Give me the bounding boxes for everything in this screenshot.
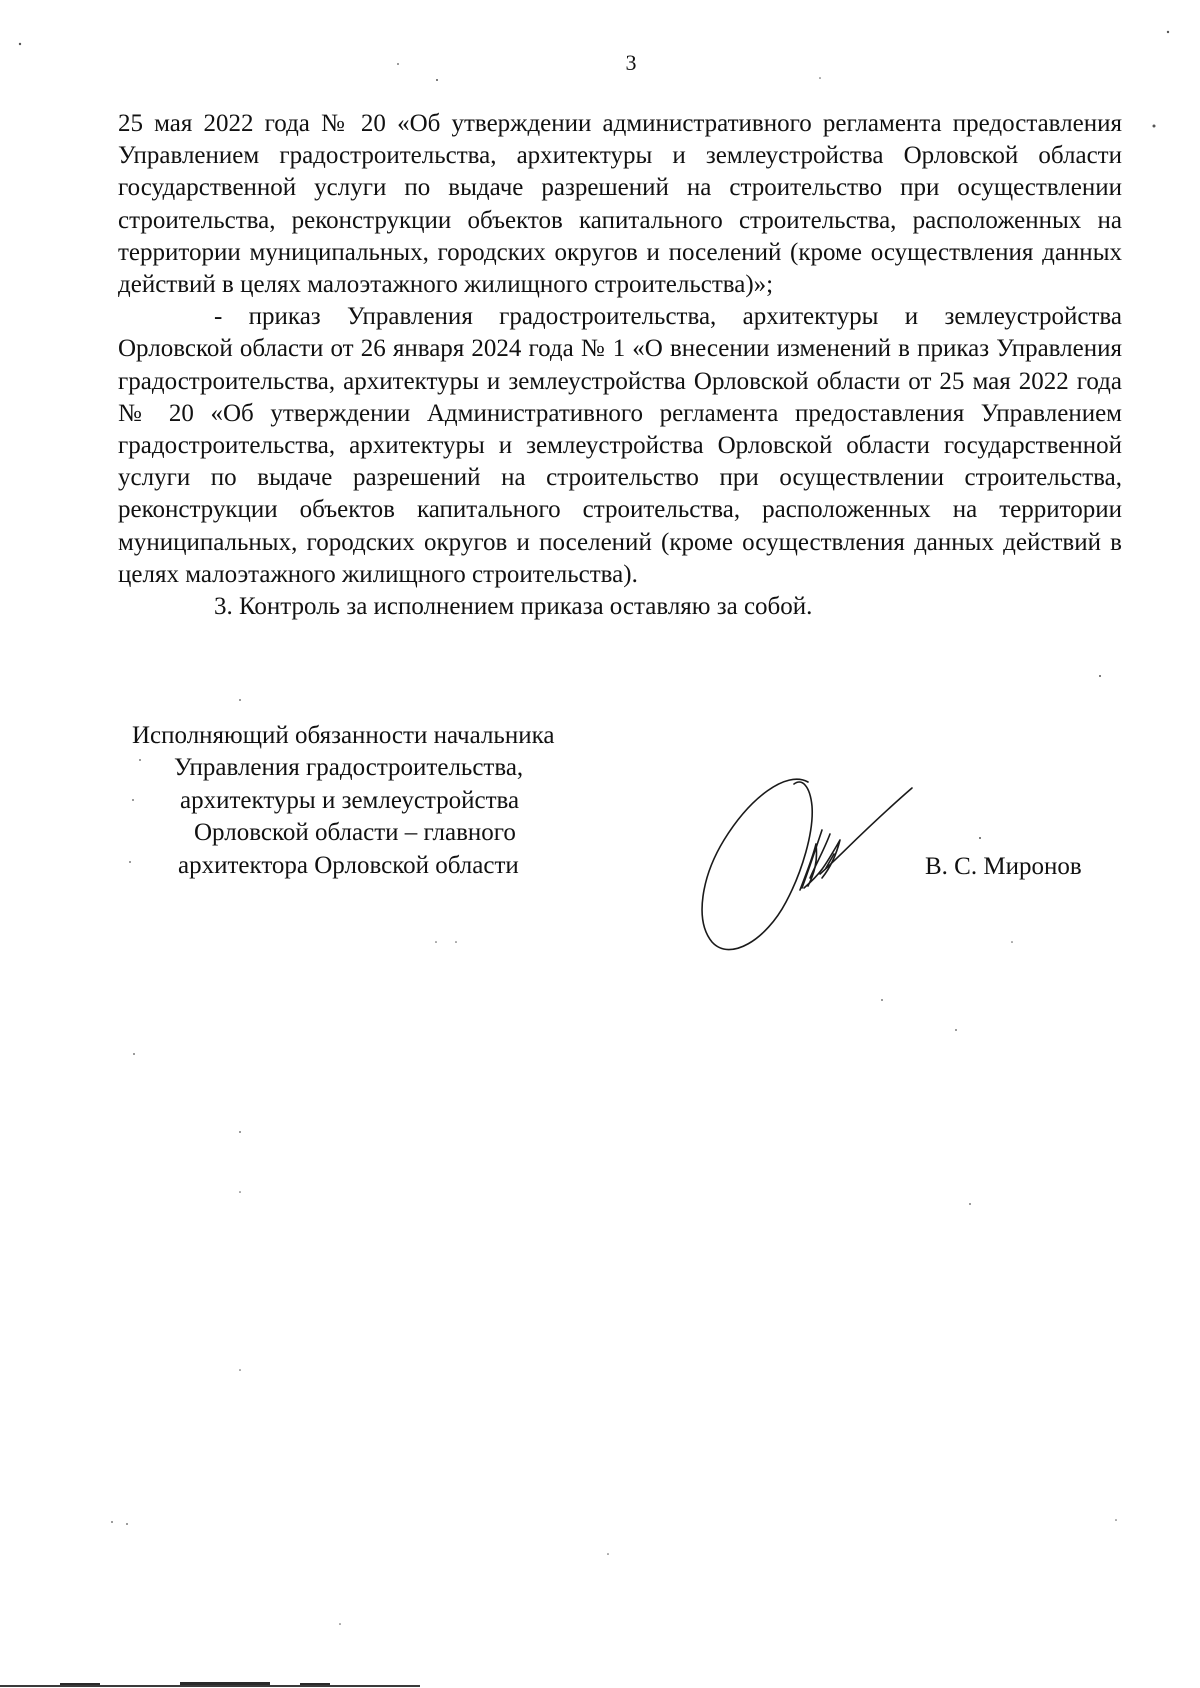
signer-name: В. С. Миронов bbox=[925, 853, 1082, 880]
page-number: 3 bbox=[625, 50, 637, 75]
signatory-title-line: Орловской области – главного bbox=[194, 819, 516, 847]
paragraph-control-clause: 3. Контроль за исполнением приказа оставляю за собой. bbox=[214, 593, 813, 621]
signatory-title-line: Управления градостроительства, bbox=[174, 754, 524, 782]
signatory-block bbox=[120, 720, 620, 882]
paragraph-continuation: 25 мая 2022 года № 20 «Об утверждении административного регламента предоставления Управлением градостроительства, архитектуры и землеустройства Орловской области государственной услуги по выдаче разрешений на строительство при осуществлении строительства, реконструкции объектов капитального строительства, расположенных на территории муниципальных, городских округов и поселений (кроме осуществления данных действий в целях малоэтажного жилищного строительства)»; bbox=[118, 110, 1122, 299]
signatory-title-line: Исполняющий обязанности начальника bbox=[132, 722, 555, 749]
paragraph-order-list-item: - приказ Управления градостроительства, архитектуры и землеустройства Орловской области от 26 января 2024 года № 1 «О внесении изменений в приказ Управления градостроительства, архитектуры и землеустройства Орловской области от 25 мая 2022 года № 20 «Об утверждении Административного регламента предоставления Управлением градостроительства, архитектуры и землеустройства Орловской области государственной услуги по выдаче разрешений на строительство при осуществлении строительства, реконструкции объектов капитального строительства, расположенных на территории муниципальных, городских округов и поселений (кроме осуществления данных действий в целях малоэтажного жилищного строительства). bbox=[118, 303, 1122, 588]
signatory-title-line: архитектора Орловской области bbox=[178, 851, 519, 879]
signatory-title-line: архитектуры и землеустройства bbox=[180, 786, 520, 814]
document-body bbox=[118, 108, 1122, 623]
scan-edge-mark bbox=[0, 1682, 420, 1688]
handwritten-signature-icon bbox=[690, 770, 930, 955]
